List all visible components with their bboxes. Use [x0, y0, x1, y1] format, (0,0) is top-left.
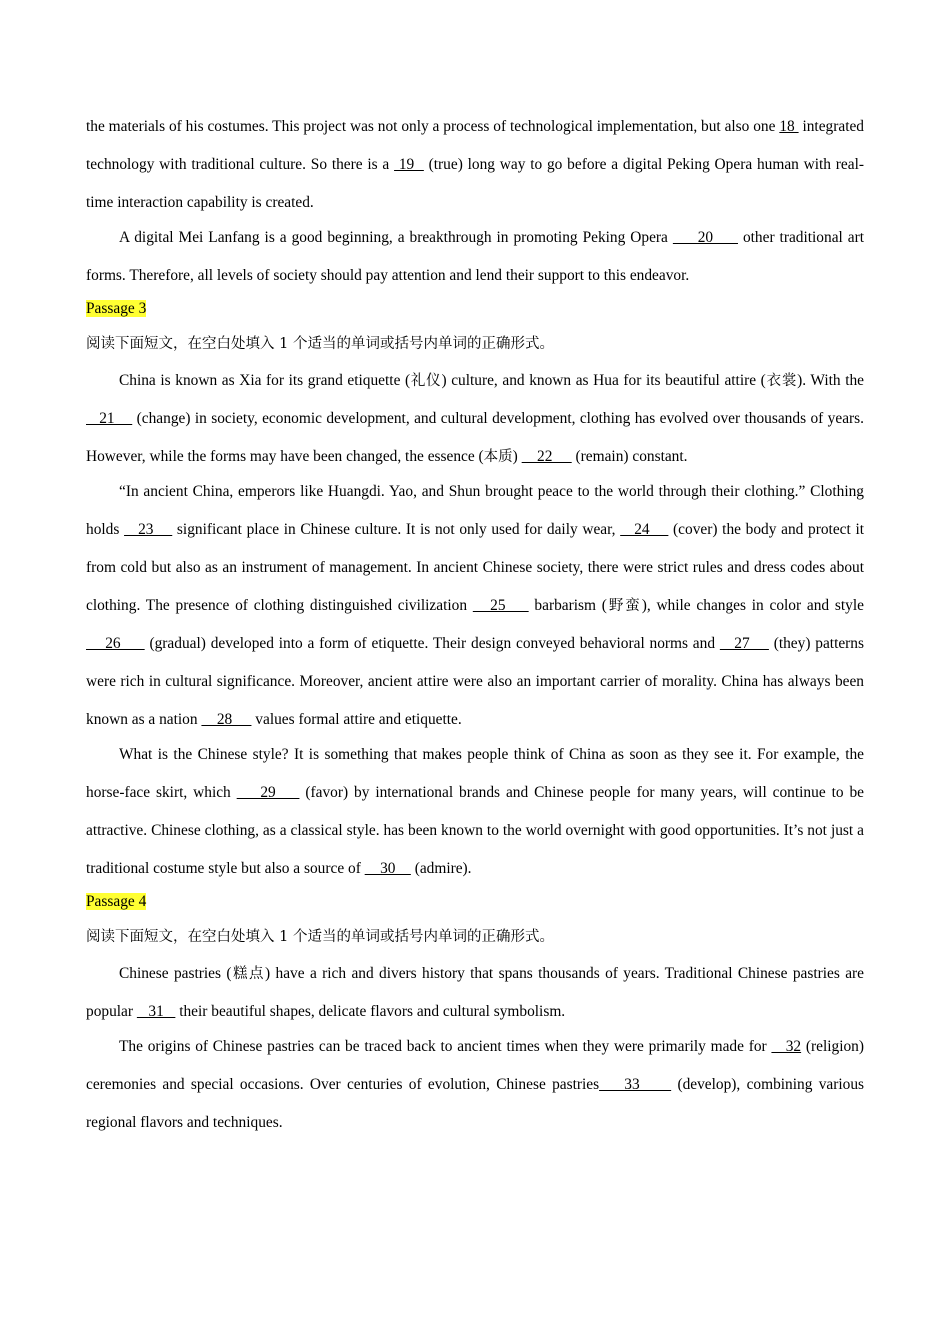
passage-3-paragraph-2: “In ancient China, emperors like Huangdi. Yao, and Shun brought peace to the world through their clothing.” Clothing holds 23 significant place in Chinese culture. It is not only used for daily wear, 24 (cover) the body and protect it from cold but also as an instrument of management. In ancient Chinese society, there were strict rules and dress codes about clothing. The presence of clothing distinguished civilization 25 barbarism (野蛮), while changes in color and style 26 (gradual) developed into a form of etiquette. Their design conveyed behavioral norms and 27 (they) patterns were rich in cultural significance. Moreover, ancient attire were also an important carrier of morality. China has always been known as a nation 28 values formal attire and etiquette. — [86, 483, 865, 728]
blank-27[interactable]: 27 — [719, 635, 769, 652]
paragraph-mei-lanfang: A digital Mei Lanfang is a good beginning, a breakthrough in promoting Peking Opera 20 other traditional art forms. Therefore, all levels of society should pay attention and lend their support to this endeavor. — [86, 229, 865, 284]
blank-30[interactable]: 30 — [364, 860, 411, 877]
passage-3-heading — [86, 292, 864, 326]
blank-29[interactable]: 29 — [236, 784, 300, 801]
blank-33[interactable]: 33 — [599, 1076, 672, 1093]
blank-28[interactable]: 28 — [201, 711, 252, 728]
blank-18[interactable]: 18 — [779, 118, 799, 135]
blank-26[interactable]: 26 — [86, 635, 145, 652]
blank-23[interactable]: 23 — [124, 521, 173, 538]
passage-4-paragraph-1: Chinese pastries (糕点) have a rich and divers history that spans thousands of years. Traditional Chinese pastries are popular 31 their beautiful shapes, delicate flavors and cultural symbolism. — [86, 965, 864, 1020]
blank-32[interactable]: 32 — [771, 1038, 802, 1055]
blank-22[interactable]: 22 — [521, 448, 572, 465]
passage-4-instruction: 阅读下面短文，在空白处填入 1 个适当的单词或括号内单词的正确形式。 — [86, 929, 554, 945]
passage-4-paragraph-2: The origins of Chinese pastries can be traced back to ancient times when they were primarily made for 32 (religion) ceremonies and special occasions. Over centuries of evolution, Chinese pastries 33 (develop), combining various regional flavors and techniques. — [86, 1038, 864, 1131]
blank-25[interactable]: 25 — [472, 597, 529, 614]
passage-3-instruction: 阅读下面短文，在空白处填入 1 个适当的单词或括号内单词的正确形式。 — [86, 336, 554, 352]
blank-21[interactable]: 21 — [86, 410, 133, 427]
passage-3-paragraph-3: What is the Chinese style? It is something that makes people think of China as soon as they see it. For example, the horse-face skirt, which 29 (favor) by international brands and Chinese people for many years, will continue to be attractive. Chinese clothing, as a classical style. has been known to the world overnight with good opportunities. It’s not just a traditional costume style but also a source of 30 (admire). — [86, 746, 864, 877]
blank-24[interactable]: 24 — [620, 521, 669, 538]
blank-20[interactable]: 20 — [672, 229, 738, 246]
paragraph-continuation: the materials of his costumes. This project was not only a process of technological implementation, but also one 18 integrated technology with traditional culture. So there is a 19 (true) long way to go before a digital Peking Opera human with real-time interaction capability is created. — [86, 118, 864, 211]
blank-19[interactable]: 19 — [394, 156, 424, 173]
passage-3-label: Passage 3 — [86, 300, 147, 317]
document-page — [86, 108, 864, 1142]
passage-4-heading — [86, 885, 864, 919]
blank-31[interactable]: 31 — [136, 1003, 176, 1020]
passage-4-label: Passage 4 — [86, 893, 147, 910]
passage-3-paragraph-1: China is known as Xia for its grand etiquette (礼仪) culture, and known as Hua for its beautiful attire (衣裳). With the 21 (change) in society, economic development, and cultural development, clothing has evolved over thousands of years. However, while the forms may have been changed, the essence (本质) 22 (remain) constant. — [86, 372, 865, 465]
